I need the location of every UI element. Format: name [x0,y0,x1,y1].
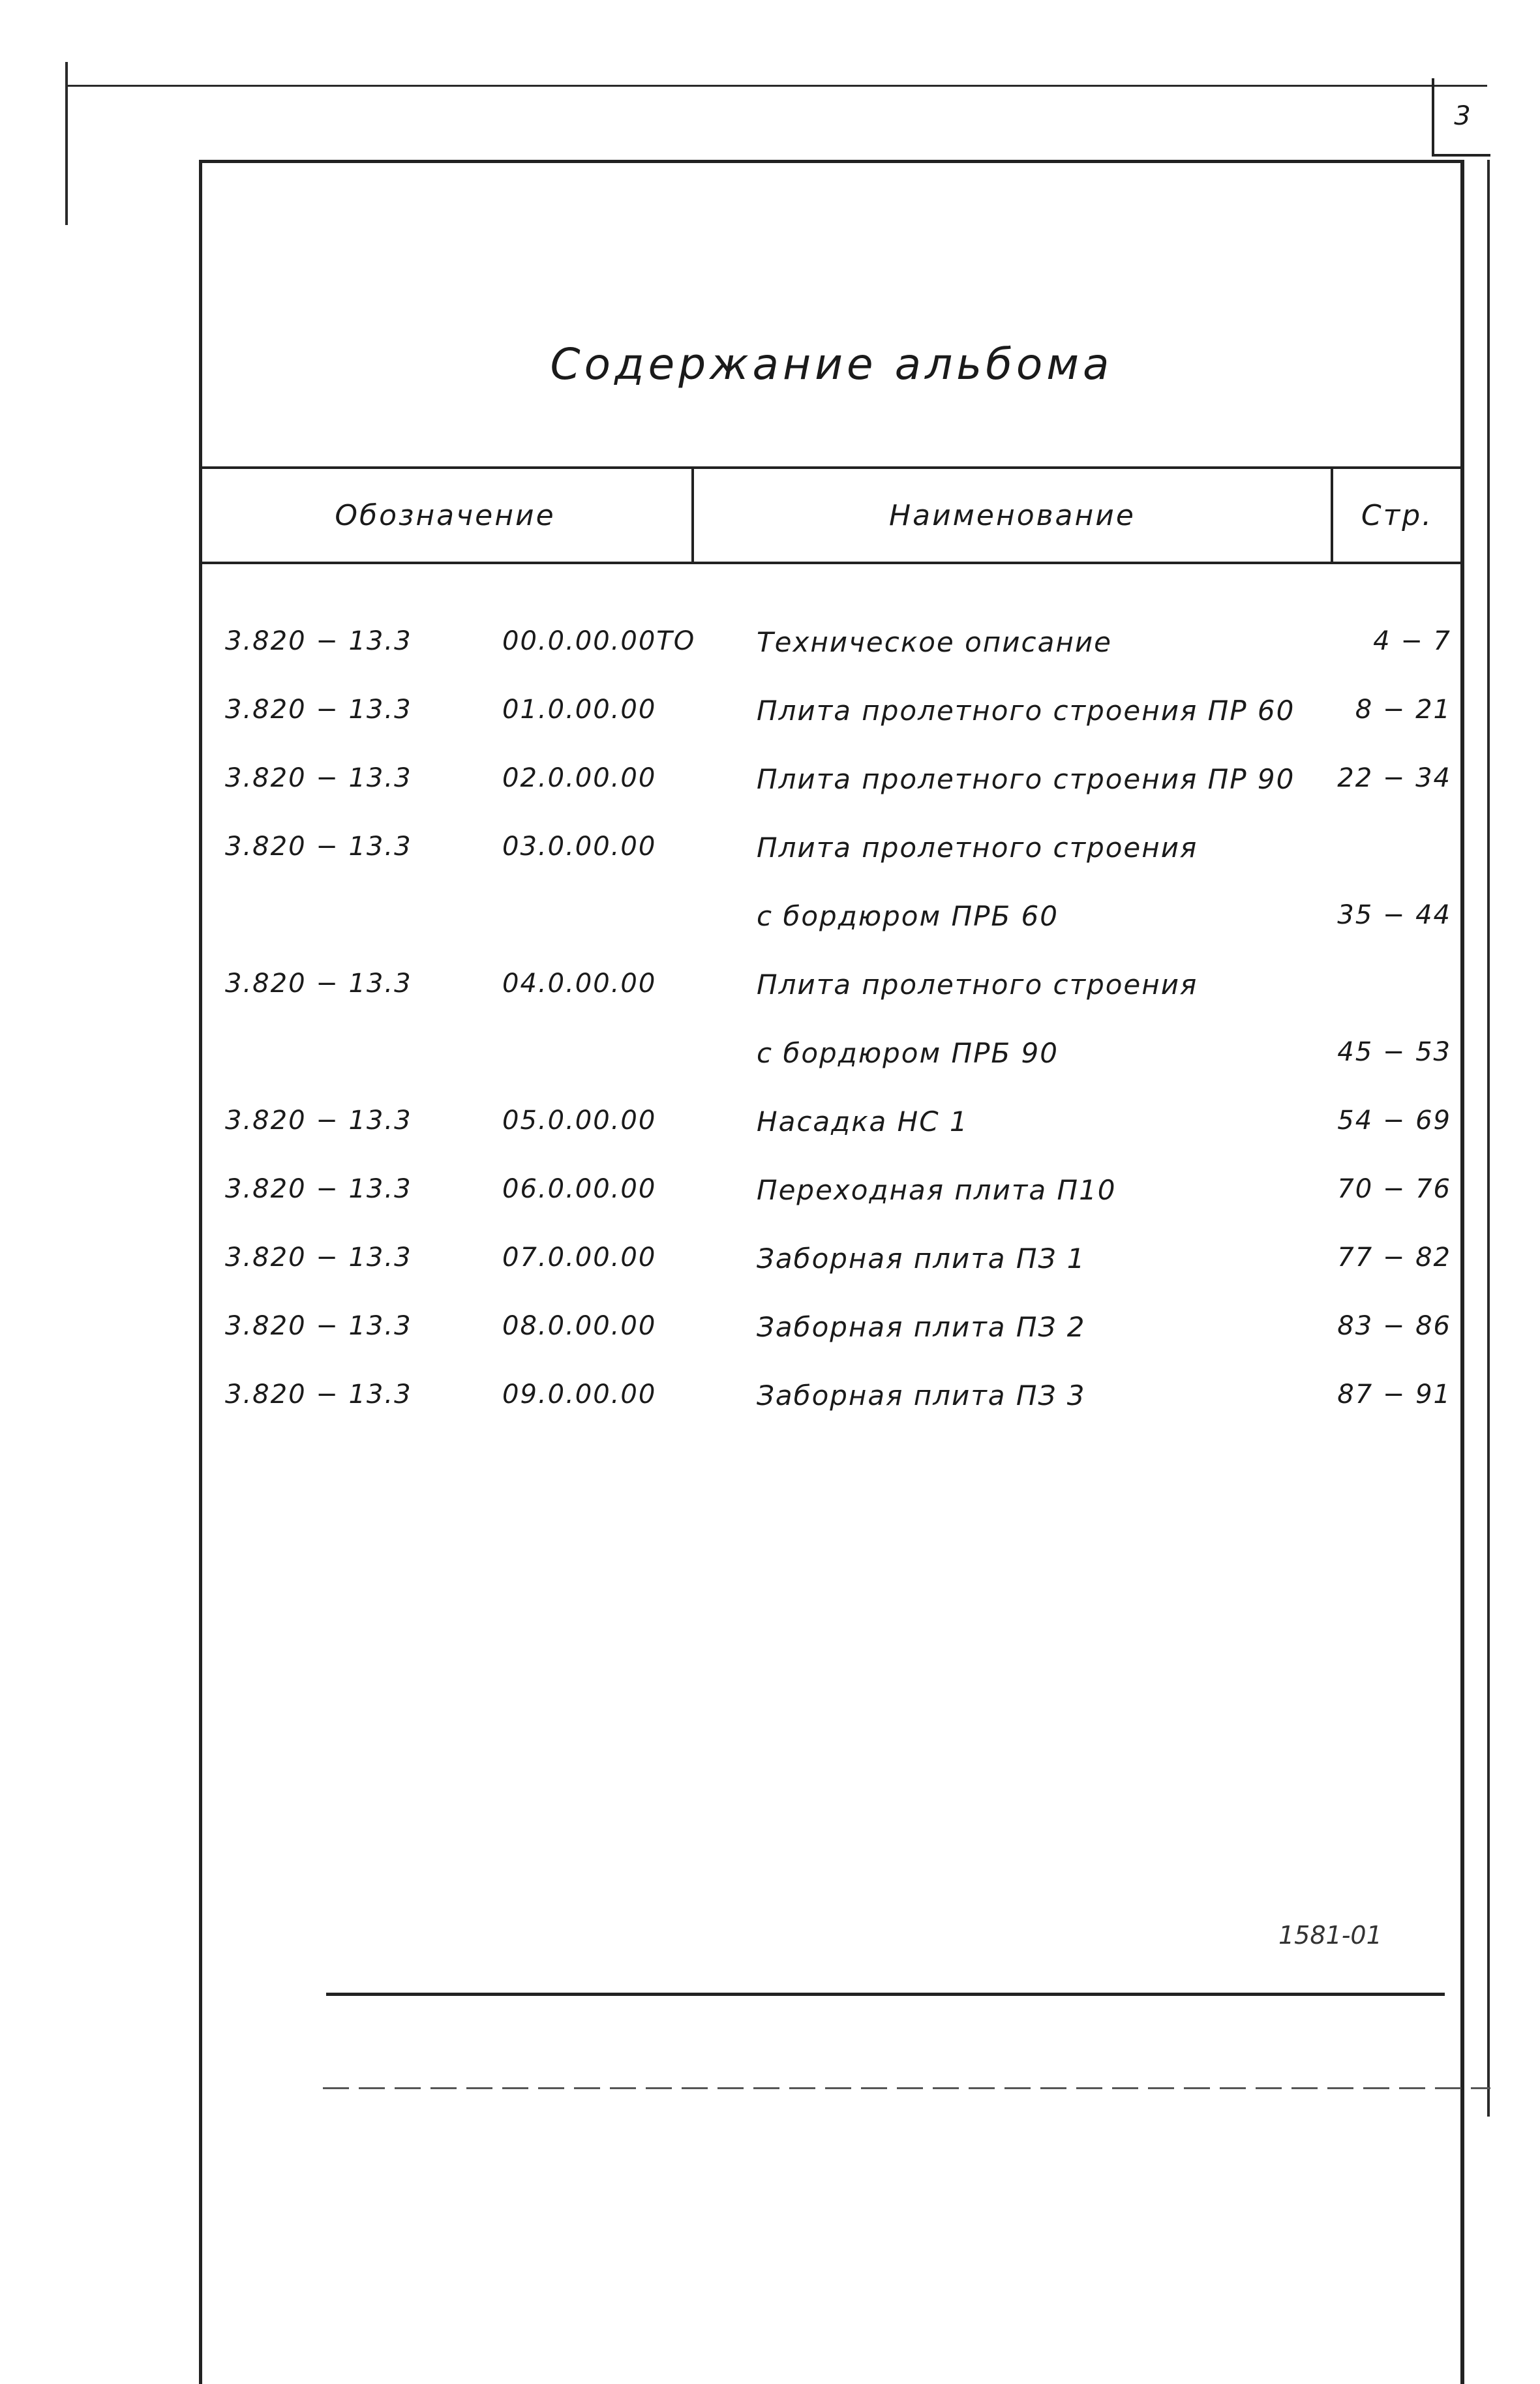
entry-code: 03.0.00.00 [502,832,657,862]
entry-series: 3.820 − 13.3 [225,1106,412,1136]
entry-name: Заборная плита ПЗ 3 [757,1380,1086,1411]
archive-stamp: 1581-01 [1278,1921,1382,1950]
entry-pages: 4 − 7 [1373,626,1451,656]
table-row [225,819,1451,887]
entry-pages: 54 − 69 [1337,1106,1451,1136]
entry-code: 04.0.00.00 [502,969,657,999]
entry-name: Плита пролетного строения ПР 60 [757,695,1295,727]
entry-pages: 22 − 34 [1337,763,1451,793]
entry-code: 05.0.00.00 [502,1106,657,1136]
entry-series: 3.820 − 13.3 [225,1174,412,1204]
entry-name: Заборная плита ПЗ 2 [757,1311,1086,1343]
header-designation: Обозначение [335,498,556,532]
entry-name: Насадка НС 1 [757,1106,969,1138]
entry-pages: 77 − 82 [1337,1243,1451,1273]
header-name: Наименование [691,469,1331,562]
left-margin-line [65,62,68,225]
entry-name: с бордюром ПРБ 60 [757,900,1059,932]
entry-series: 3.820 − 13.3 [225,695,412,725]
entry-name: с бордюром ПРБ 90 [757,1037,1059,1069]
top-border-line [65,85,1487,87]
entry-pages: 8 − 21 [1355,695,1451,725]
table-row [225,1366,1451,1435]
entry-series: 3.820 − 13.3 [225,832,412,862]
entry-series: 3.820 − 13.3 [225,1311,412,1341]
table-row [225,1230,1451,1298]
page-title: Содержание альбома [550,339,1113,389]
entry-code: 09.0.00.00 [502,1380,657,1410]
table-row [225,750,1451,819]
table-row [225,1161,1451,1230]
entry-code: 00.0.00.00ТО [502,626,696,656]
table-row [225,1024,1451,1093]
entry-series: 3.820 − 13.3 [225,626,412,656]
entry-series: 3.820 − 13.3 [225,969,412,999]
table-row [225,682,1451,750]
table-row [225,887,1451,956]
entry-name: Заборная плита ПЗ 1 [757,1243,1086,1275]
frame-bottom-line [326,1993,1445,1996]
table-row [225,1093,1451,1161]
table-row [225,1298,1451,1366]
entry-name: Плита пролетного строения [757,969,1198,1001]
page-number: 3 [1432,78,1490,157]
entry-pages: 70 − 76 [1337,1174,1451,1204]
contents-table [225,613,1451,1435]
entry-code: 02.0.00.00 [502,763,657,793]
entry-series: 3.820 − 13.3 [225,763,412,793]
entry-code: 08.0.00.00 [502,1311,657,1341]
footer-scan-line [323,2087,1490,2089]
entry-pages: 35 − 44 [1337,900,1451,930]
entry-code: 07.0.00.00 [502,1243,657,1273]
entry-pages: 45 − 53 [1337,1037,1451,1067]
entry-name: Техническое описание [757,626,1112,658]
entry-series: 3.820 − 13.3 [225,1243,412,1273]
table-row [225,613,1451,682]
table-header [199,466,1464,564]
entry-name: Плита пролетного строения [757,832,1198,864]
entry-pages: 83 − 86 [1337,1311,1451,1341]
entry-name: Переходная плита П10 [757,1174,1117,1206]
entry-name: Плита пролетного строения ПР 90 [757,763,1295,795]
right-border-line [1487,160,1490,2117]
entry-code: 06.0.00.00 [502,1174,657,1204]
entry-series: 3.820 − 13.3 [225,1380,412,1410]
table-row [225,956,1451,1024]
header-page: Стр. [1331,469,1461,562]
entry-pages: 87 − 91 [1337,1380,1451,1410]
entry-code: 01.0.00.00 [502,695,657,725]
